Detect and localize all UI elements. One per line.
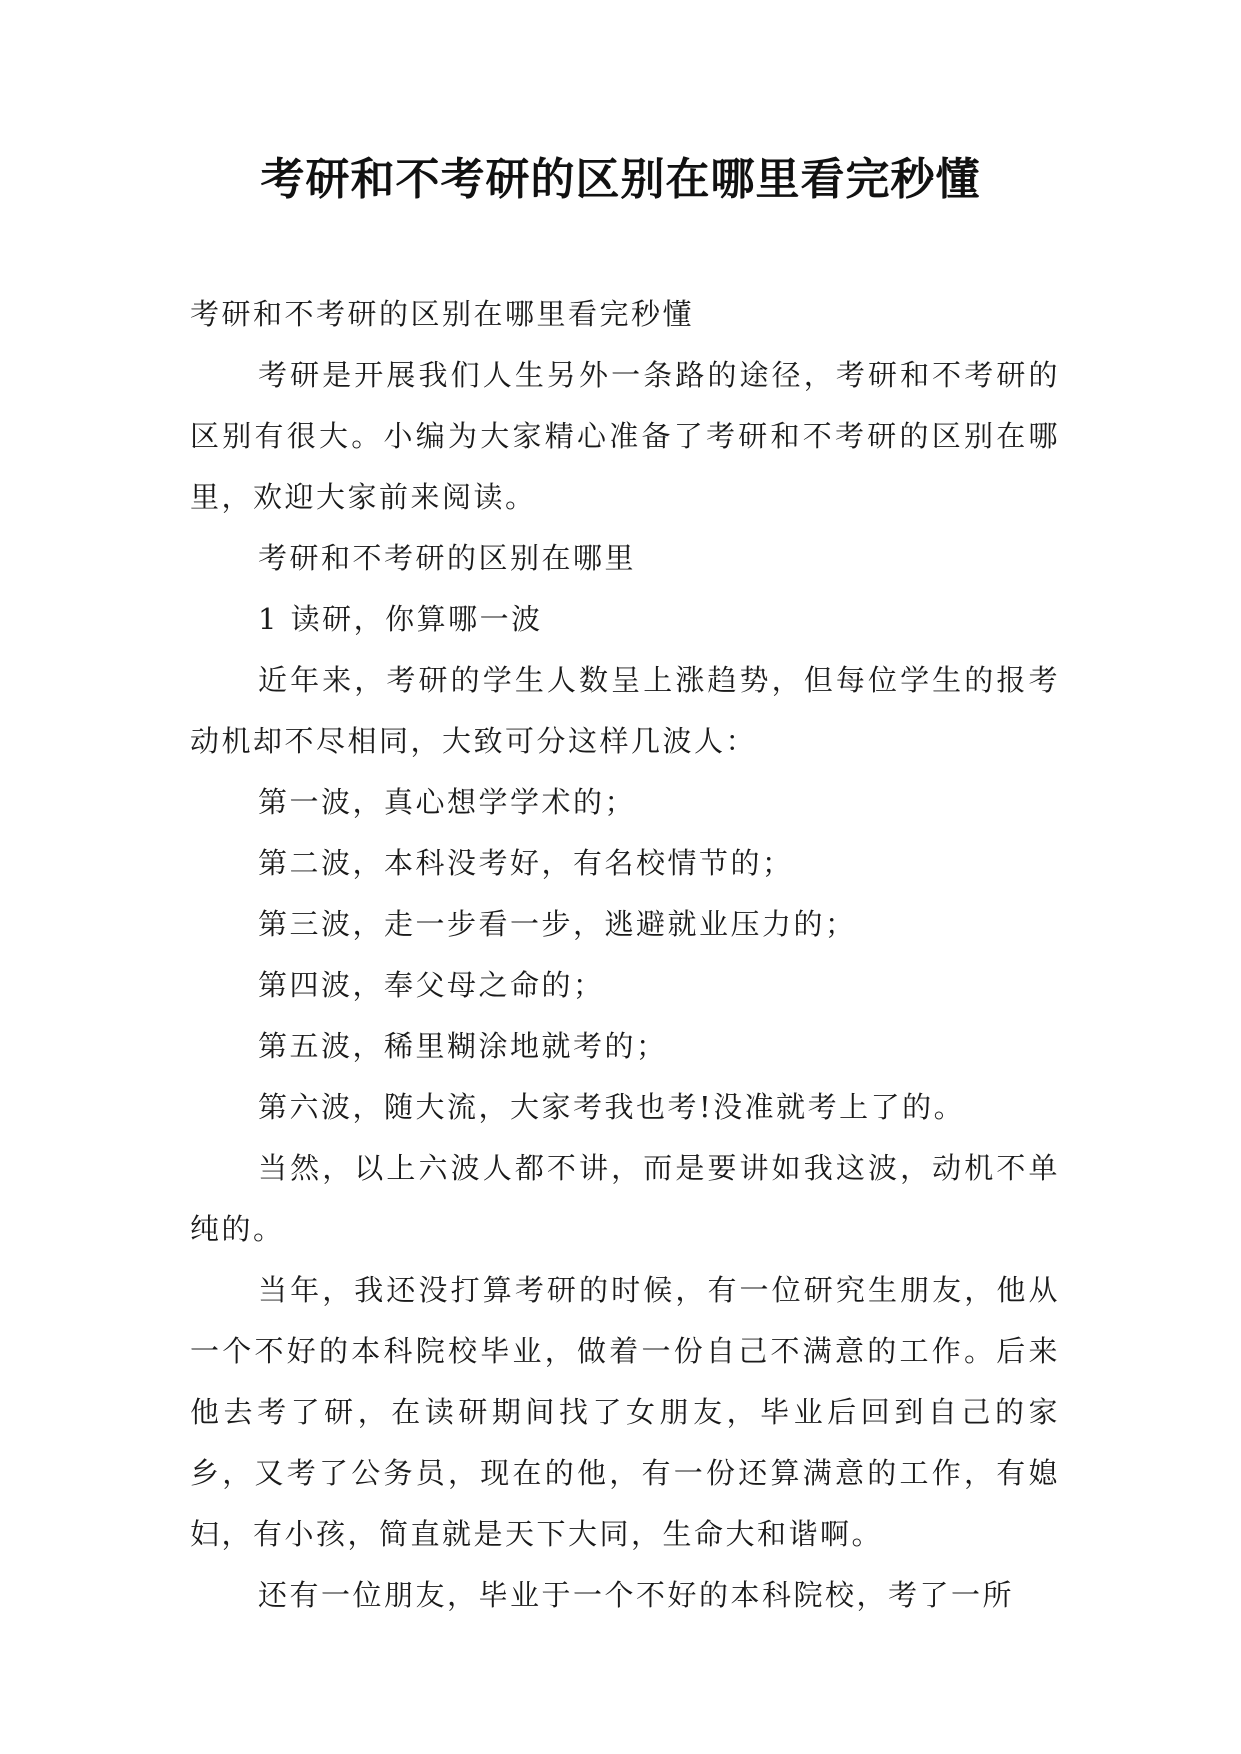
paragraph: 1 读研，你算哪一波: [258, 602, 543, 636]
paragraph: 第三波，走一步看一步，逃避就业压力的；: [258, 907, 857, 941]
paragraph: 第四波，奉父母之命的；: [258, 968, 605, 1002]
paragraph: 第六波，随大流，大家考我也考!没准就考上了的。: [258, 1090, 966, 1124]
paragraph: 还有一位朋友，毕业于一个不好的本科院校，考了一所: [258, 1578, 1015, 1612]
paragraph: 考研和不考研的区别在哪里: [258, 541, 637, 575]
paragraph: 第一波，真心想学学术的；: [258, 785, 637, 819]
paragraph: 当年，我还没打算考研的时候，有一位研究生朋友，他从一个不好的本科院校毕业，做着一份自己不满意的工作。后来他去考了研，在读研期间找了女朋友，毕业后回到自己的家乡，又考了公务员，现在的他，有一份还算满意的工作，有媳妇，有小孩，简直就是天下大同，生命大和谐啊。: [190, 1273, 1060, 1551]
paragraph: 近年来，考研的学生人数呈上涨趋势，但每位学生的报考动机却不尽相同，大致可分这样几波人：: [190, 663, 1060, 758]
paragraph: 考研是开展我们人生另外一条路的途径，考研和不考研的区别有很大。小编为大家精心准备了考研和不考研的区别在哪里，欢迎大家前来阅读。: [190, 358, 1060, 514]
document-body: [190, 284, 1060, 1626]
paragraph-heading: 考研和不考研的区别在哪里看完秒懂: [190, 297, 695, 331]
paragraph: 第五波，稀里糊涂地就考的；: [258, 1029, 668, 1063]
paragraph: 第二波，本科没考好，有名校情节的；: [258, 846, 794, 880]
paragraph: 当然，以上六波人都不讲，而是要讲如我这波，动机不单纯的。: [190, 1151, 1060, 1246]
document-title: 考研和不考研的区别在哪里看完秒懂: [260, 154, 981, 205]
